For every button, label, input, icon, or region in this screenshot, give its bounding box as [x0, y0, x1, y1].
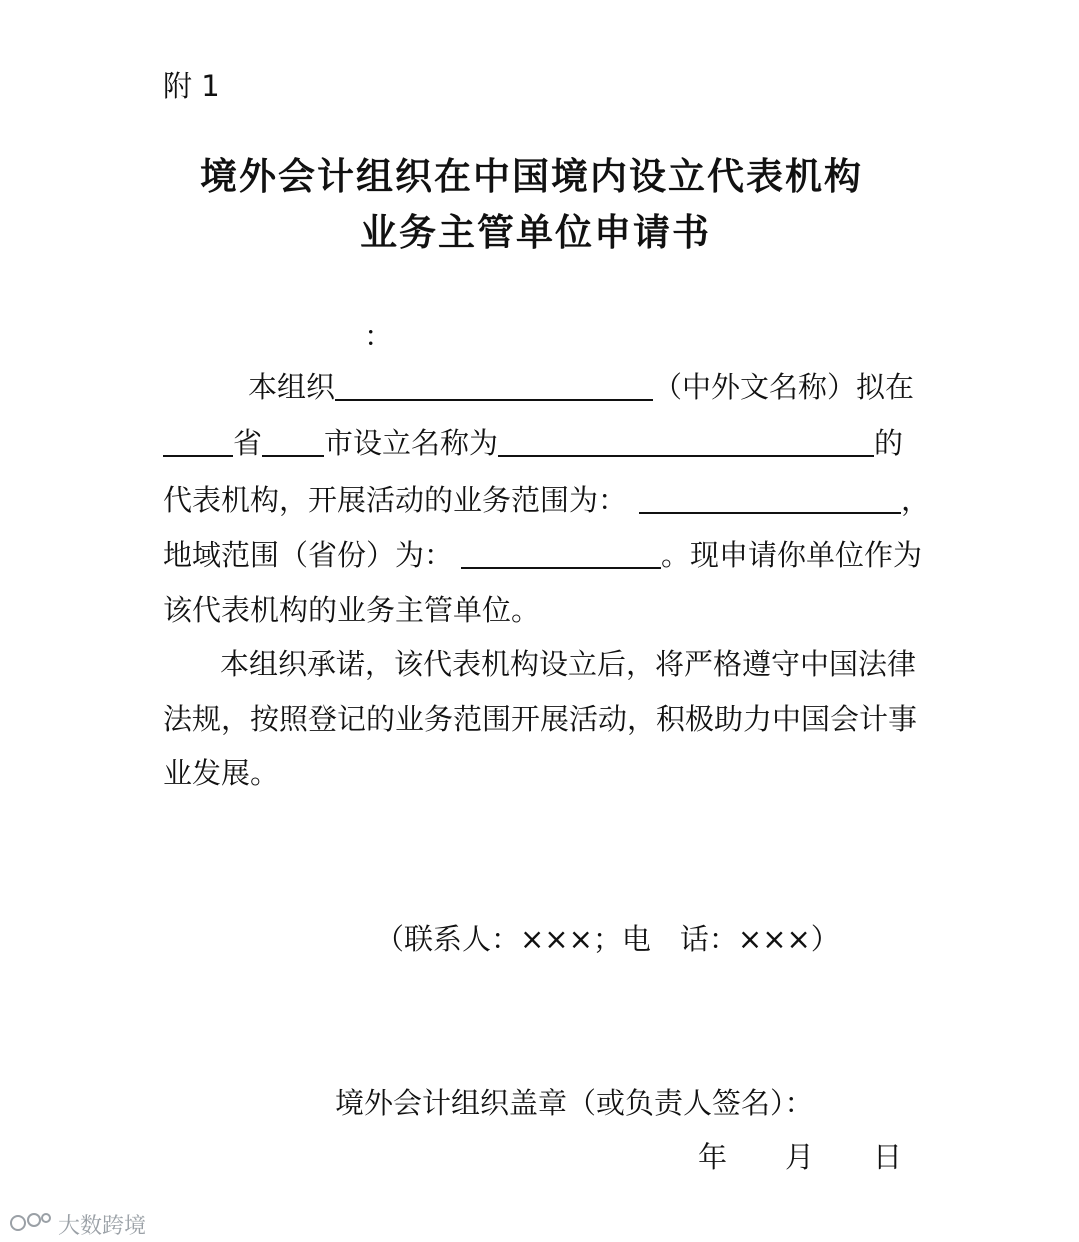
date-day: 日	[873, 1140, 903, 1174]
para1-text: 本组织	[248, 370, 336, 404]
para1-text: 省	[233, 426, 263, 460]
camera-logo-icon	[8, 1208, 52, 1240]
para1-line4	[163, 538, 923, 572]
para1-line2	[163, 426, 904, 460]
province-blank[interactable]	[163, 429, 233, 457]
business-scope-blank[interactable]	[639, 486, 901, 514]
watermark-text: 大数跨境	[58, 1213, 147, 1239]
city-blank[interactable]	[262, 429, 324, 457]
date-year: 年	[698, 1140, 728, 1174]
para1-text: 市设立名称为	[324, 426, 499, 460]
attachment-label: 附 1	[163, 69, 220, 103]
para1-text: （中外文名称）拟在	[653, 370, 915, 404]
para1-line5: 该代表机构的业务主管单位。	[163, 593, 541, 627]
para1-text: 代表机构，开展活动的业务范围为：	[163, 483, 628, 517]
watermark	[8, 1208, 146, 1240]
para1-line1	[248, 370, 915, 404]
salutation: ：	[364, 319, 394, 353]
para1-line3	[163, 483, 931, 517]
para1-text: 的	[874, 426, 904, 460]
para1-text: 地域范围（省份）为：	[163, 538, 454, 572]
region-blank[interactable]	[461, 541, 661, 569]
office-name-blank[interactable]	[498, 429, 874, 457]
date-month: 月	[785, 1140, 815, 1174]
org-name-blank[interactable]	[335, 373, 653, 401]
signature-line: 境外会计组织盖章（或负责人签名）：	[335, 1086, 814, 1120]
contact-info: （联系人：×××；电 话：×××）	[375, 922, 840, 956]
para2-line3: 业发展。	[163, 756, 280, 790]
document-title-line2: 业务主管单位申请书	[360, 210, 711, 254]
document-title-line1: 境外会计组织在中国境内设立代表机构	[200, 154, 863, 198]
para1-text: 。现申请你单位作为	[661, 538, 923, 572]
para1-text: ，	[901, 483, 931, 517]
para2-line2: 法规，按照登记的业务范围开展活动，积极助力中国会计事	[163, 702, 918, 736]
para2-line1: 本组织承诺，该代表机构设立后，将严格遵守中国法律	[220, 647, 917, 681]
